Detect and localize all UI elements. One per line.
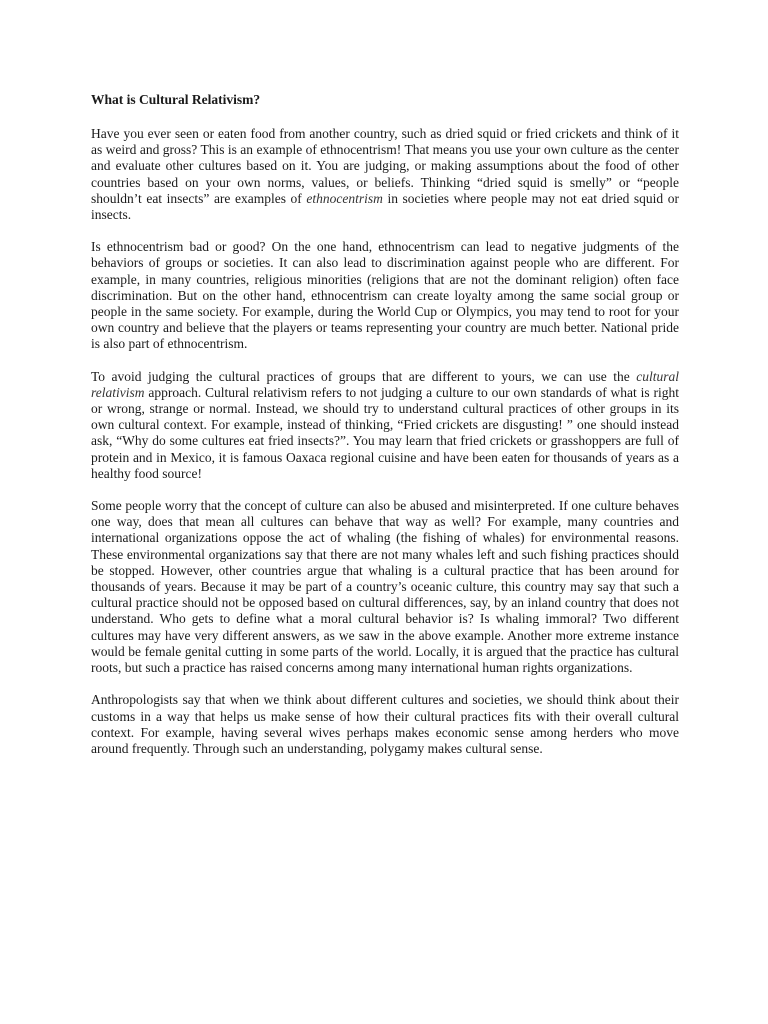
paragraph-cultural-relativism [91, 369, 679, 482]
paragraph-ethnocentrism-intro [91, 126, 679, 223]
paragraph-misinterpretation: Some people worry that the concept of culture can also be abused and misinterpreted. If one culture behaves one way, does that mean all cultures can behave that way as well? For example, many countries and international organizations oppose the act of whaling (the fishing of whales) for environmental reasons. These environmental organizations say that there are not many whales left and such fishing practices should be stopped. However, other countries argue that whaling is a cultural practice that has been around for thousands of years. Because it may be part of a country’s oceanic culture, this country may say that such a cultural practice should not be opposed based on cultural differences, say, by an inland country that does not understand. Who gets to define what a moral cultural behavior is? Is whaling immoral? Two different cultures may have very different answers, as we saw in the above example. Another more extreme instance would be female genital cutting in some parts of the world. Locally, it is argued that the practice has cultural roots, but such a practice has raised concerns among many international human rights organizations. [91, 498, 679, 676]
paragraph-ethnocentrism-bad-or-good: Is ethnocentrism bad or good? On the one hand, ethnocentrism can lead to negative judgments of the behaviors of groups or societies. It can also lead to discrimination against people who are different. For example, in many countries, religious minorities (religions that are not the dominant religion) often face discrimination. But on the other hand, ethnocentrism can create loyalty among the same social group or people in the same society. For example, during the World Cup or Olympics, you may tend to root for your own country and believe that the players or teams representing your country are much better. National pride is also part of ethnocentrism. [91, 239, 679, 352]
paragraph-text: in societies where people may not eat dried squid or insects. [91, 190, 680, 223]
italic-term-cultural-relativism: cultural relativism [91, 368, 679, 400]
paragraph-text: approach. Cultural relativism refers to not judging a culture to our own standards of what is right or wrong, strange or normal. Instead, we should try to understand cultural practices of other groups in its own cultural context. For example, instead of thinking, “Fried crickets are disgusting! ” one should instead ask, “Why do some cultures eat fried insects?”. You may learn that fried crickets or grasshoppers are full of protein and in Mexico, it is famous Oaxaca regional cuisine and have been eaten for thousands of years as a healthy food source! [91, 384, 679, 481]
document-body [91, 92, 679, 773]
document-title: What is Cultural Relativism? [91, 92, 261, 107]
paragraph-text: To avoid judging the cultural practices of groups that are different to yours, we can use the [91, 368, 637, 384]
paragraph-anthropologists: Anthropologists say that when we think about different cultures and societies, we should think about their customs in a way that helps us make sense of how their cultural practices fits with their overall cultural context. For example, having several wives perhaps makes economic sense among herders who move around frequently. Through such an understanding, polygamy makes cultural sense. [91, 692, 679, 756]
italic-term-ethnocentrism: ethnocentrism [306, 190, 383, 206]
paragraph-text: Have you ever seen or eaten food from another country, such as dried squid or fried crickets and think of it as weird and gross? This is an example of ethnocentrism! That means you use your own culture as the center and evaluate other cultures based on it. You are judging, or making assumptions about the food of other countries based on your own norms, values, or beliefs. Thinking “dried squid is smelly” or “people shouldn’t eat insects” are examples of [91, 126, 679, 206]
